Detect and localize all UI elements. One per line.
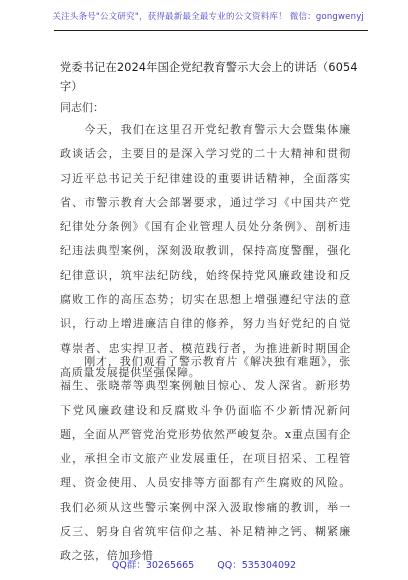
footer-qq-group: QQ群：30265665 <box>111 560 195 571</box>
header-divider <box>54 30 368 31</box>
body-paragraph: 刚才，我们观看了警示教育片《解决独有难题》，张福生、张晓蒂等典型案例触目惊心、发人深省。新形势下党风廉政建设和反腐败斗争仍面临不少新情况新问题，全面从严管党治党形势依然严峻复杂。x重点国有企业，承担全市文旅产业发展重任，在项目招采、工程管理、资金使用、人员安排等方面都有产生腐败的风险。我们必须从这些警示案例中深入汲取惨痛的教训，举一反三、躬身自省筑牢信仰之基、补足精神之钙、糊紧廉政之弦，倍加珍惜 <box>60 355 351 563</box>
footer-contacts <box>0 557 408 571</box>
body-paragraph: 今天，我们在这里召开党纪教育警示大会暨集体廉政谈话会，主要目的是深入学习党的二十大精神和贯彻习近平总书记关于纪律建设的重要讲话精神，全面落实省、市警示教育大会部署要求，通过学习《中国共产党纪律处分条例》《国有企业管理人员处分条例》、剖析违纪违法典型案例，深刻汲取教训，保持高度警醒，强化纪律意识，筑牢法纪防线，始终保持党风廉政建设和反腐败工作的高压态势；切实在思想上增强遵纪守法的意识，行动上增进廉洁自律的修养，努力当好党纪的自觉尊崇者、忠实捍卫者、模范践行者，为推进新时期国企高质量发展提供坚强保障。 <box>60 123 351 379</box>
header-banner: 关注头条号"公文研究"，获得最新最全最专业的公文资料库！ 微信：gongwenyj <box>52 12 364 22</box>
salutation: 同志们： <box>60 101 104 114</box>
footer-qq: QQ：535304092 <box>217 560 297 571</box>
document-title: 党委书记在2024年国企党纪教育警示大会上的讲话（6054字） <box>60 61 358 93</box>
